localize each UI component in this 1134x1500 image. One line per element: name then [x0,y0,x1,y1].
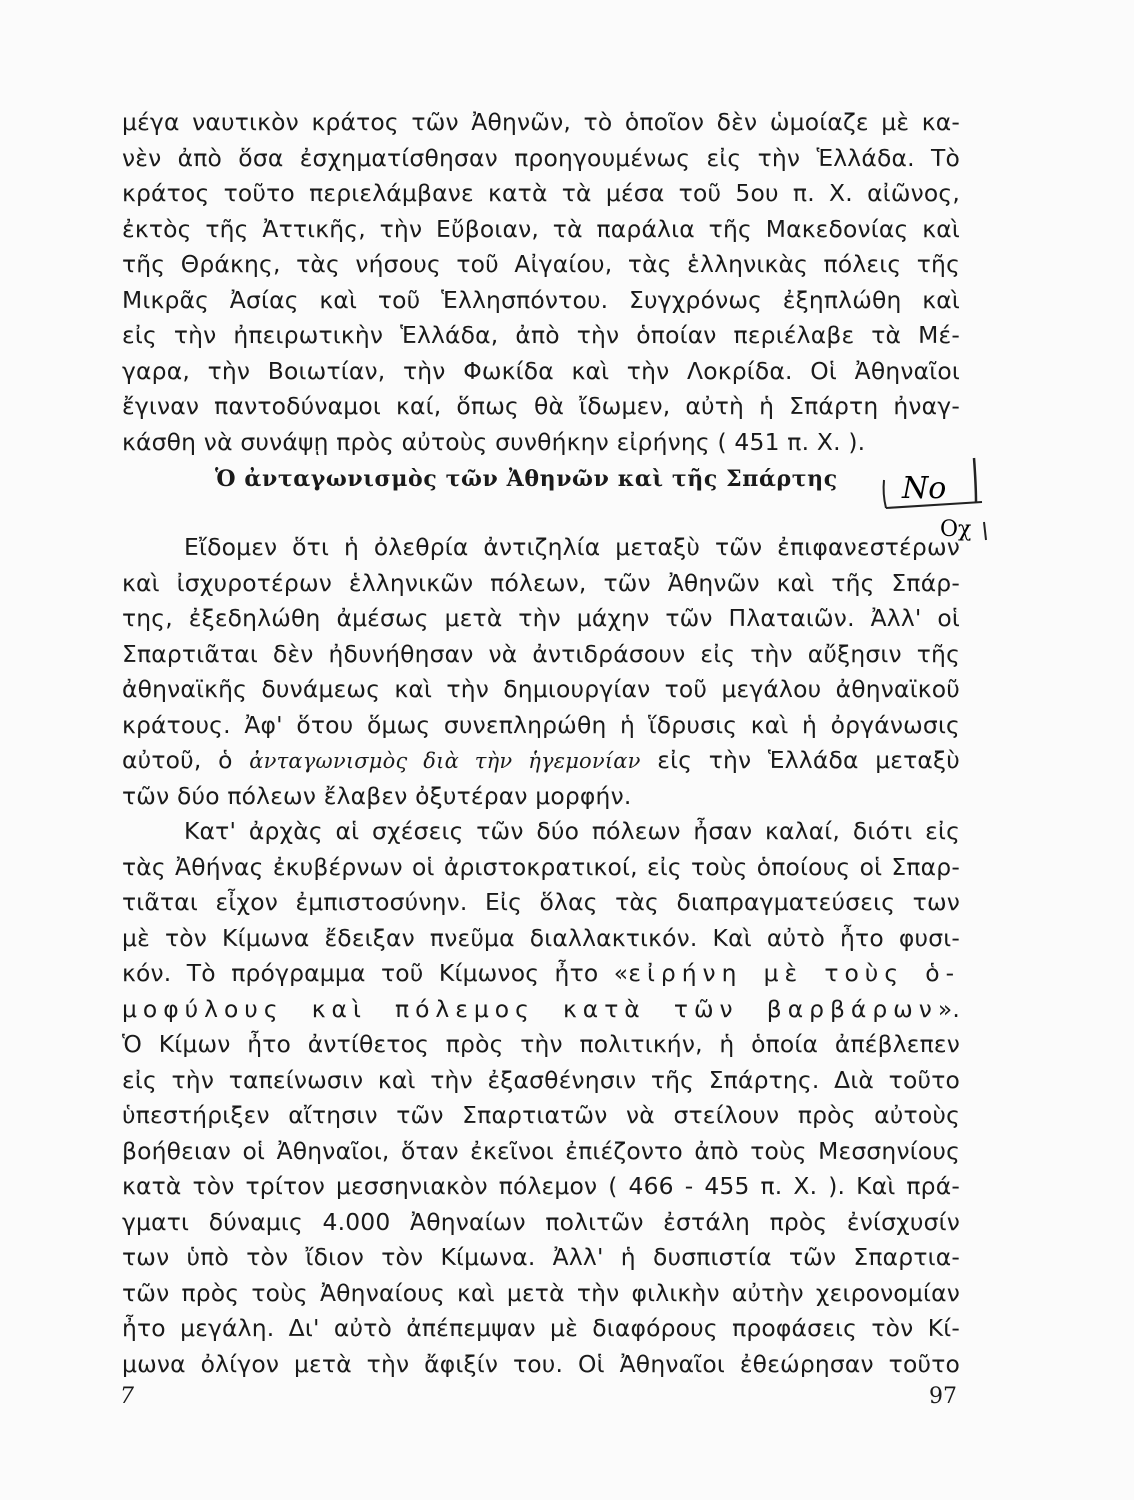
spaced-text: μοφύλους καὶ πόλεμος κατὰ τῶν βαρβάρων [122,994,938,1023]
text-line: Ὁ Κίμων ἦτο ἀντίθετος πρὸς τὴν πολιτικήν, ἡ ὁποία ἀπέβλεπεν [122,1030,960,1058]
text-line: ἦτο μεγάλη. Δι' αὐτὸ ἀπέπεμψαν μὲ διαφόρους προφάσεις τὸν Κί- [122,1314,960,1342]
section-heading: Ὁ ἀνταγωνισμὸς τῶν Ἀθηνῶν καὶ τῆς Σπάρτης [215,466,838,492]
text-line: κράτος τοῦτο περιελάμβανε κατὰ τὰ μέσα τοῦ 5ου π. Χ. αἰῶνος, [122,179,960,207]
text-line: ἀθηναϊκῆς δυνάμεως καὶ τὴν δημιουργίαν τοῦ μεγάλου ἀθηναϊκοῦ [122,675,960,703]
text-line: μωνα ὀλίγον μετὰ τὴν ἄφιξίν του. Οἱ Ἀθηναῖοι ἐθεώρησαν τοῦτο [122,1349,960,1378]
text-line: Σπαρτιᾶται δὲν ἠδυνήθησαν νὰ ἀντιδράσουν εἰς τὴν αὔξησιν τῆς [122,639,960,668]
text-line: εἰς τὴν ἠπειρωτικὴν Ἑλλάδα, ἀπὸ τὴν ὁποίαν περιέλαβε τὰ Μέ- [122,321,960,349]
paragraph-body [122,530,960,1382]
text-line [122,956,960,992]
text-line: τῆς Θράκης, τὰς νήσους τοῦ Αἰγαίου, τὰς ἑλληνικὰς πόλεις τῆς [122,250,960,278]
text-fragment: εἰς τὴν Ἑλλάδα μεταξὺ [657,746,960,774]
stamp-text: Νο [902,471,947,506]
text-line: τὰς Ἀθήνας ἐκυβέρνων οἱ ἀριστοκρατικοί, εἰς τοὺς ὁποίους οἱ Σπαρ- [122,852,960,881]
text-line: κατὰ τὸν τρίτον μεσσηνιακὸν πόλεμον ( 466 - 455 π. Χ. ). Καὶ πρά- [122,1172,960,1200]
text-line: τῶν δύο πόλεων ἔλαβεν ὀξυτέραν μορφήν. [122,781,632,810]
text-line: μέγα ναυτικὸν κράτος τῶν Ἀθηνῶν, τὸ ὁποῖον δὲν ὡμοίαζε μὲ κα- [122,108,960,136]
text-line: κράτους. Ἀφ' ὅτου ὅμως συνεπληρώθη ἡ ἵδρυσις καὶ ἡ ὀργάνωσις [122,710,960,739]
signature-mark: 7 [120,1384,134,1409]
text-line: γαρα, τὴν Βοιωτίαν, τὴν Φωκίδα καὶ τὴν Λοκρίδα. Οἱ Ἀθηναῖοι [122,356,960,385]
text-line: ἐκτὸς τῆς Ἀττικῆς, τὴν Εὔβοιαν, τὰ παράλια τῆς Μακεδονίας καὶ [122,214,960,243]
text-fragment: ». [937,994,960,1023]
paragraph-intro [122,105,960,460]
text-line: τῶν πρὸς τοὺς Ἀθηναίους καὶ μετὰ τὴν φιλικὴν αὐτὴν χειρονομίαν [122,1278,960,1307]
text-line: Κατ' ἀρχὰς αἱ σχέσεις τῶν δύο πόλεων ἦσαν καλαί, διότι εἰς [184,817,960,845]
text-line: κάσθη νὰ συνάψῃ πρὸς αὐτοὺς συνθήκην εἰρήνης ( 451 π. Χ. ). [122,427,866,456]
text-line: τιᾶται εἶχον ἐμπιστοσύνην. Εἰς ὅλας τὰς διαπραγματεύσεις των [122,888,960,916]
text-line [122,743,960,779]
text-line: ὑπεστήριξεν αἴτησιν τῶν Σπαρτιατῶν νὰ στείλουν πρὸς αὐτοὺς [122,1101,960,1129]
text-line: ἔγιναν παντοδύναμοι καί, ὅπως θὰ ἴδωμεν, αὐτὴ ἡ Σπάρτη ἠναγ- [122,392,960,420]
text-line: Εἴδομεν ὅτι ἡ ὀλεθρία ἀντιζηλία μεταξὺ τῶν ἐπιφανεστέρων [184,533,960,561]
text-line: μὲ τὸν Κίμωνα ἔδειξαν πνεῦμα διαλλακτικόν. Καὶ αὐτὸ ἦτο φυσι- [122,923,960,952]
spaced-text: εἰρήνη μὲ τοὺς ὁ- [628,959,961,987]
text-line: της, ἐξεδηλώθη ἀμέσως μετὰ τὴν μάχην τῶν Πλαταιῶν. Ἀλλ' οἱ [122,604,960,632]
text-line: Μικρᾶς Ἀσίας καὶ τοῦ Ἑλλησπόντου. Συγχρόνως ἐξηπλώθη καὶ [122,285,960,314]
text-fragment: κόν. Τὸ πρόγραμμα τοῦ Κίμωνος ἦτο « [122,959,629,987]
stamp-note: Οχ [940,517,972,542]
text-fragment: αὐτοῦ, ὁ [122,746,233,774]
handwritten-stamp [878,452,988,542]
emphasis-text: ἀνταγωνισμὸς διὰ τὴν ἡγεμονίαν [249,749,641,773]
text-line: εἰς τὴν ταπείνωσιν καὶ τὴν ἐξασθένησιν τῆς Σπάρτης. Διὰ τοῦτο [122,1065,960,1094]
text-line: γματι δύναμις 4.000 Ἀθηναίων πολιτῶν ἐστάλη πρὸς ἐνίσχυσίν [122,1207,960,1236]
text-line: καὶ ἰσχυροτέρων ἑλληνικῶν πόλεων, τῶν Ἀθηνῶν καὶ τῆς Σπάρ- [122,568,960,597]
text-line: βοήθειαν οἱ Ἀθηναῖοι, ὅταν ἐκεῖνοι ἐπιέζοντο ἀπὸ τοὺς Μεσσηνίους [122,1136,960,1165]
text-line: των ὑπὸ τὸν ἴδιον τὸν Κίμωνα. Ἀλλ' ἡ δυσπιστία τῶν Σπαρτια- [122,1243,960,1271]
text-line: νὲν ἀπὸ ὅσα ἐσχηματίσθησαν προηγουμένως εἰς τὴν Ἑλλάδα. Τὸ [122,143,960,172]
text-line [122,992,960,1028]
page-number: 97 [929,1384,957,1409]
